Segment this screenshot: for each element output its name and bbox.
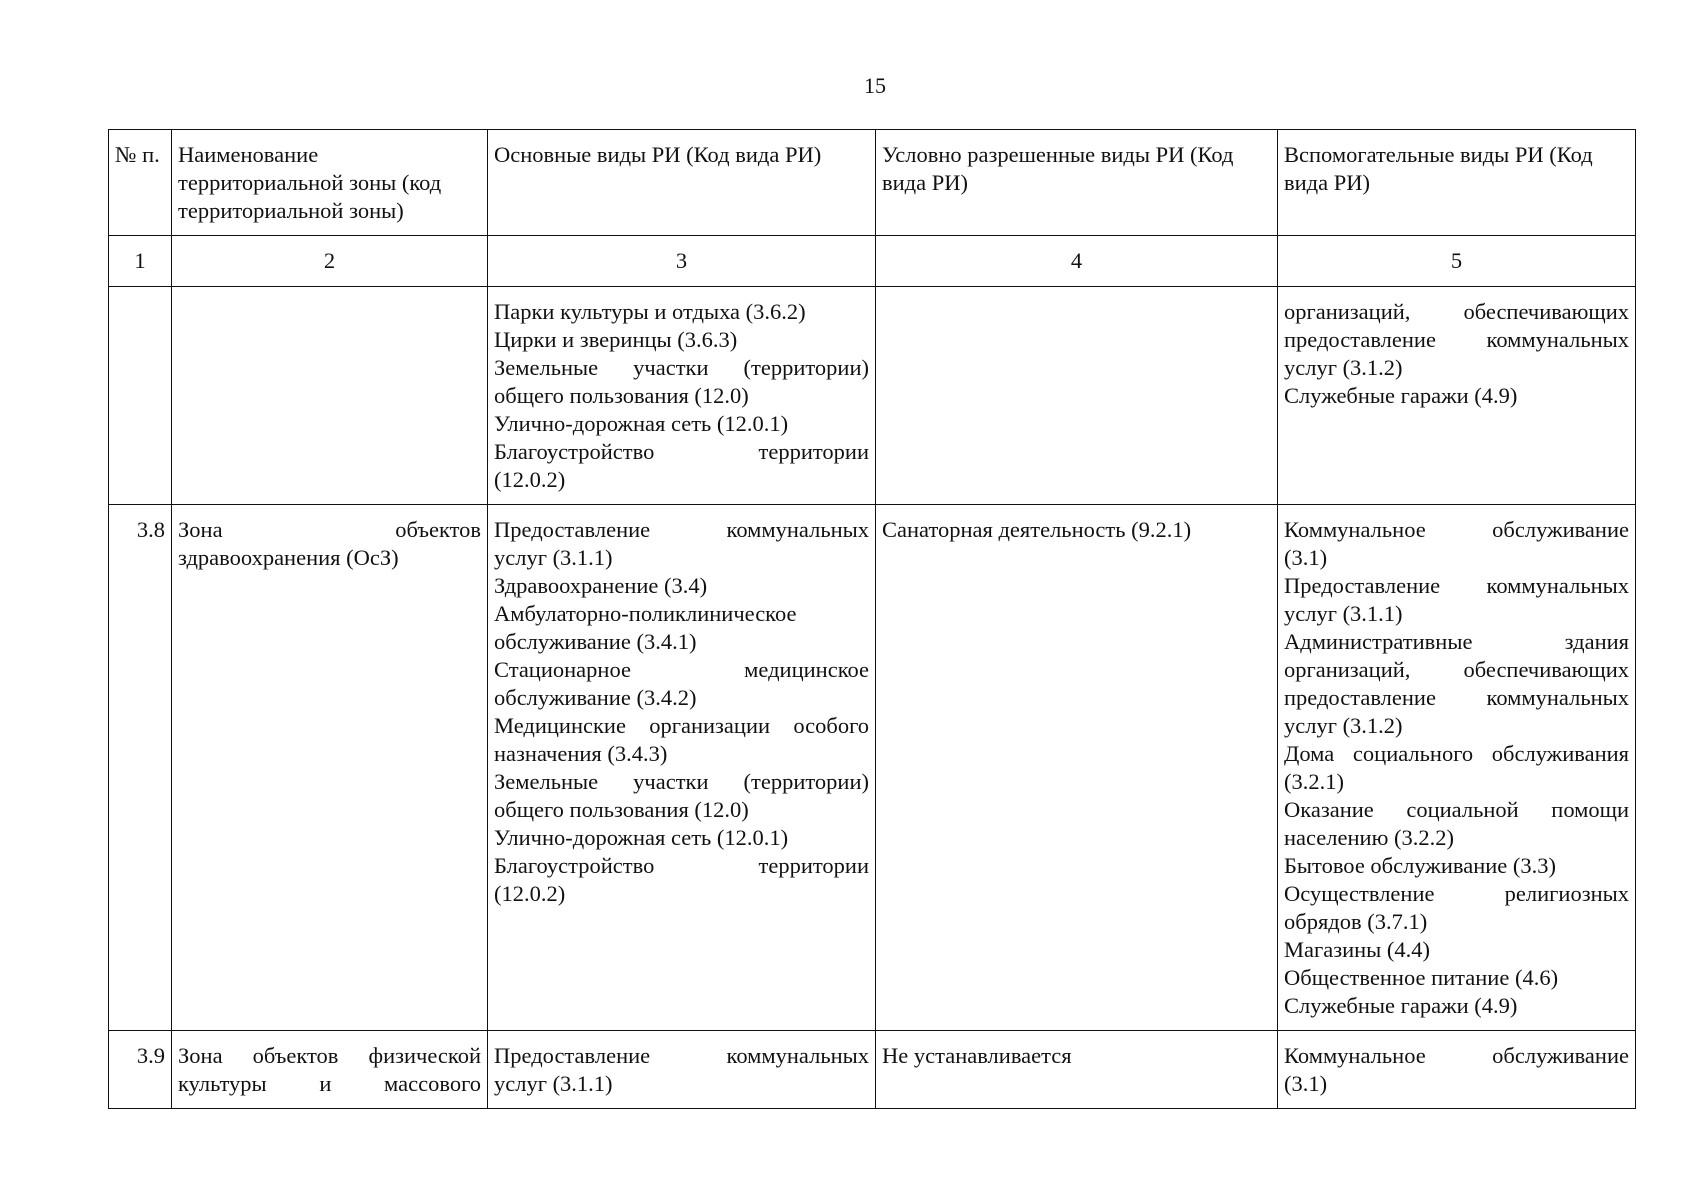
text-line: обслуживание (3.4.2) [494, 685, 697, 710]
header-line: Наименование [178, 142, 319, 167]
table-row [109, 505, 1636, 1031]
text-line: Предоставление коммунальных [494, 517, 869, 542]
text-line: Цирки и зверинцы (3.6.3) [494, 327, 738, 352]
text-line: Земельные участки (территории) [494, 355, 869, 380]
text-line: Стационарное медицинское [494, 657, 869, 682]
text-line: Оказание социальной помощи [1284, 797, 1629, 822]
text-line: организаций, обеспечивающих [1284, 299, 1629, 324]
header-line: Условно разрешенные виды РИ (Код [882, 142, 1234, 167]
zone-name-cell [172, 505, 488, 1031]
text-line: услуг (3.1.2) [1284, 713, 1403, 738]
header-cell-conditional [876, 130, 1278, 236]
text-line: назначения (3.4.3) [494, 741, 668, 766]
auxiliary-uses-cell [1278, 287, 1636, 505]
text-line: обрядов (3.7.1) [1284, 909, 1428, 934]
text-line: Общественное питание (4.6) [1284, 965, 1559, 990]
text-line: Административные здания [1284, 629, 1629, 654]
text-line: (3.1) [1284, 1071, 1328, 1096]
text-line: Не устанавливается [882, 1043, 1072, 1068]
header-line: Вспомогательные виды РИ (Код [1284, 142, 1593, 167]
text-line: Коммунальное обслуживание [1284, 1043, 1629, 1068]
column-number: 3 [488, 236, 876, 287]
header-cell-num: № п. [109, 130, 172, 236]
main-uses-cell [488, 1031, 876, 1109]
text-line: общего пользования (12.0) [494, 797, 749, 822]
header-line: вида РИ) [882, 170, 968, 195]
text-line: (12.0.2) [494, 881, 566, 906]
text-line: услуг (3.1.1) [1284, 601, 1403, 626]
header-cell-main: Основные виды РИ (Код вида РИ) [488, 130, 876, 236]
column-number: 4 [876, 236, 1278, 287]
zone-name-cell [172, 287, 488, 505]
text-line: Парки культуры и отдыха (3.6.2) [494, 299, 806, 324]
text-line: Осуществление религиозных [1284, 881, 1629, 906]
text-line: предоставление коммунальных [1284, 685, 1629, 710]
text-line: здравоохранения (ОсЗ) [178, 545, 399, 570]
conditional-uses-cell [876, 287, 1278, 505]
auxiliary-uses-cell [1278, 505, 1636, 1031]
text-line: Магазины (4.4) [1284, 937, 1431, 962]
text-line: предоставление коммунальных [1284, 327, 1629, 352]
main-uses-cell [488, 505, 876, 1031]
text-line: Санаторная деятельность (9.2.1) [882, 517, 1192, 542]
row-number-cell: 3.9 [109, 1031, 172, 1109]
text-line: Зона объектов физической [178, 1043, 481, 1068]
text-line: Здравоохранение (3.4) [494, 573, 708, 598]
text-line: населению (3.2.2) [1284, 825, 1454, 850]
text-line: (3.1) [1284, 545, 1328, 570]
column-number: 2 [172, 236, 488, 287]
table-row [109, 287, 1636, 505]
header-cell-zone [172, 130, 488, 236]
text-line: Служебные гаражи (4.9) [1284, 383, 1518, 408]
header-cell-auxiliary [1278, 130, 1636, 236]
text-line: Земельные участки (территории) [494, 769, 869, 794]
header-line: территориальной зоны (код [178, 170, 442, 195]
text-line: культуры и массового [178, 1071, 481, 1096]
text-line: (12.0.2) [494, 467, 566, 492]
row-number-cell [109, 287, 172, 505]
text-line: Коммунальное обслуживание [1284, 517, 1629, 542]
table-row [109, 1031, 1636, 1109]
main-uses-cell [488, 287, 876, 505]
text-line: Предоставление коммунальных [494, 1043, 869, 1068]
zone-name-cell [172, 1031, 488, 1109]
header-line: территориальной зоны) [178, 198, 404, 223]
text-line: Бытовое обслуживание (3.3) [1284, 853, 1556, 878]
text-line: Служебные гаражи (4.9) [1284, 993, 1518, 1018]
conditional-uses-cell [876, 505, 1278, 1031]
header-row [109, 130, 1636, 236]
text-line: Улично-дорожная сеть (12.0.1) [494, 411, 789, 436]
text-line: Зона объектов [178, 517, 481, 542]
text-line: услуг (3.1.1) [494, 1071, 613, 1096]
text-line: Благоустройство территории [494, 853, 869, 878]
text-line: Амбулаторно-поликлиническое [494, 601, 797, 626]
conditional-uses-cell [876, 1031, 1278, 1109]
page-number: 15 [864, 73, 886, 98]
text-line: Дома социального обслуживания [1284, 741, 1629, 766]
column-number: 1 [109, 236, 172, 287]
column-number: 5 [1278, 236, 1636, 287]
zones-table [108, 129, 1636, 1109]
text-line: услуг (3.1.1) [494, 545, 613, 570]
row-number-cell: 3.8 [109, 505, 172, 1031]
text-line: Медицинские организации особого [494, 713, 869, 738]
text-line: организаций, обеспечивающих [1284, 657, 1629, 682]
text-line: услуг (3.1.2) [1284, 355, 1403, 380]
text-line: обслуживание (3.4.1) [494, 629, 697, 654]
text-line: Улично-дорожная сеть (12.0.1) [494, 825, 789, 850]
text-line: общего пользования (12.0) [494, 383, 749, 408]
auxiliary-uses-cell [1278, 1031, 1636, 1109]
header-line: вида РИ) [1284, 170, 1370, 195]
column-number-row [109, 236, 1636, 287]
text-line: Предоставление коммунальных [1284, 573, 1629, 598]
text-line: Благоустройство территории [494, 439, 869, 464]
text-line: (3.2.1) [1284, 769, 1344, 794]
